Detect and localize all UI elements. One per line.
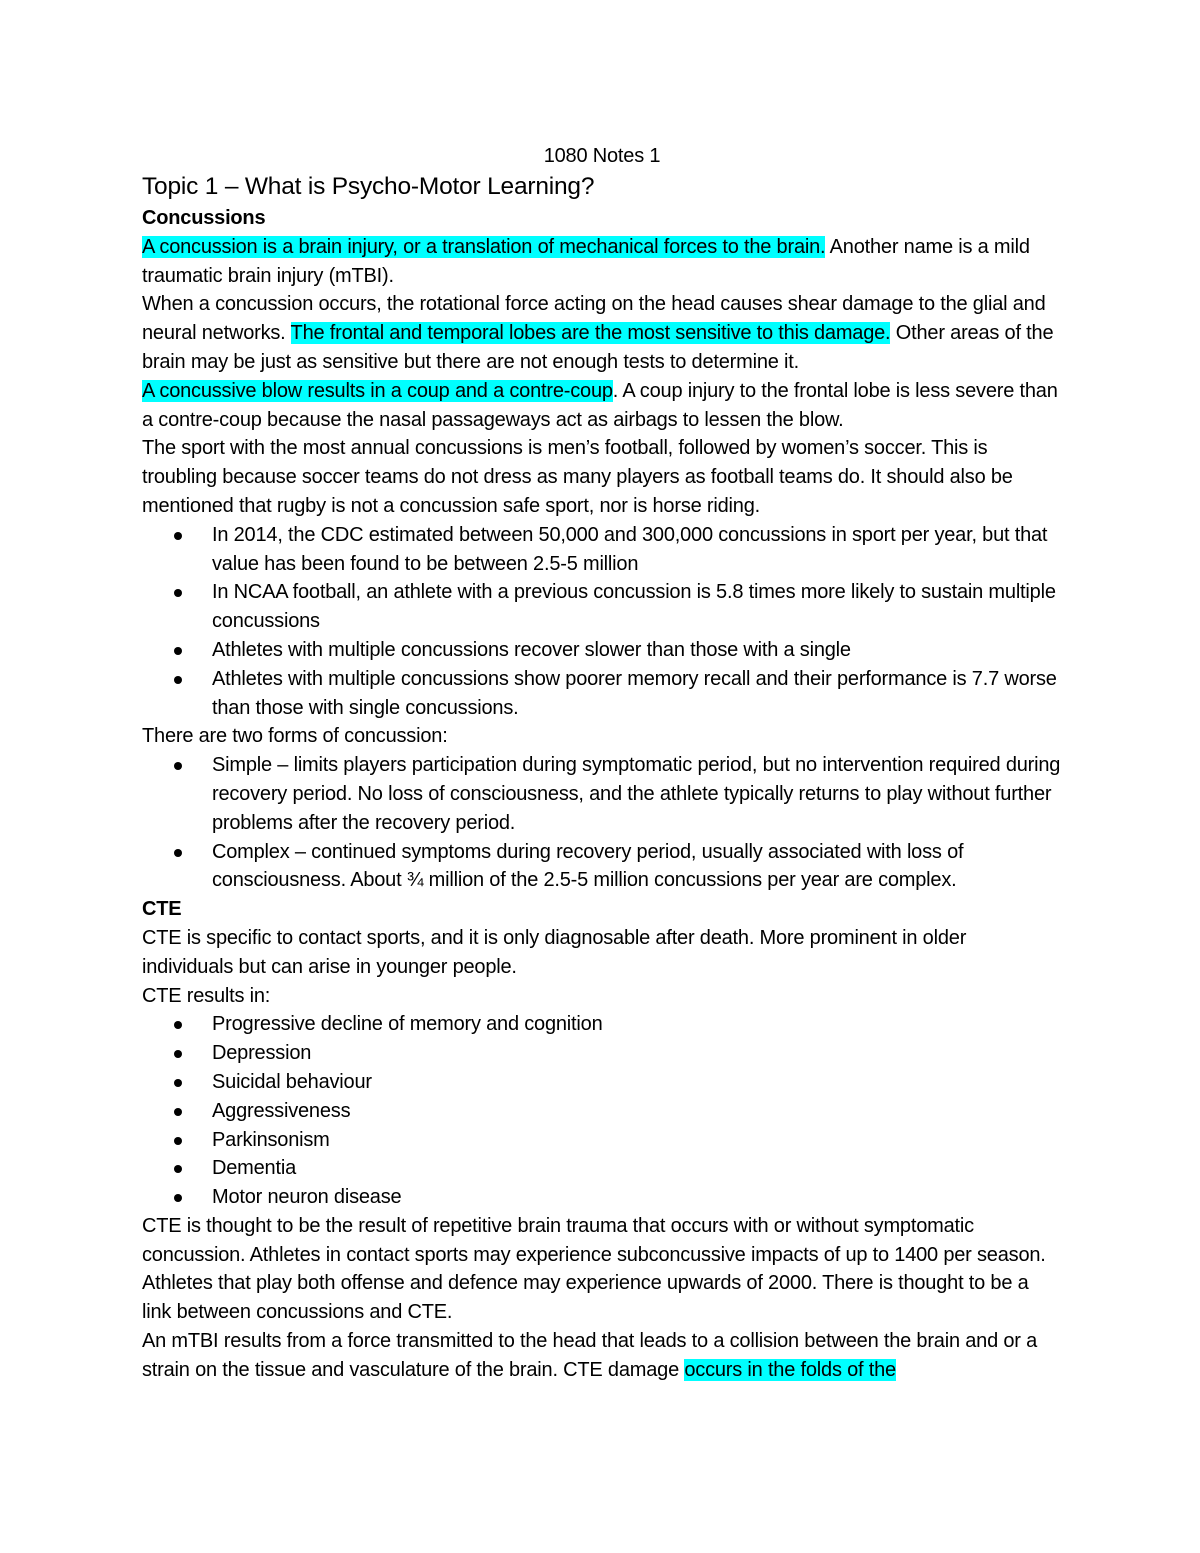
list-item-text: Suicidal behaviour bbox=[212, 1070, 372, 1093]
list-item bbox=[142, 751, 1062, 837]
paragraph-text: . A coup injury to the frontal lobe is less severe than a contre-coup because the nasal passageways act as airbags to lessen the blow. bbox=[142, 379, 1058, 431]
list-item bbox=[142, 1154, 1062, 1183]
concussions-paragraph-3 bbox=[142, 377, 1062, 435]
list-item-text: Parkinsonism bbox=[212, 1128, 330, 1151]
cte-paragraph-3 bbox=[142, 1327, 1062, 1385]
list-item-text: Depression bbox=[212, 1042, 312, 1065]
list-item bbox=[142, 1068, 1062, 1097]
list-item-text: Motor neuron disease bbox=[212, 1186, 402, 1209]
list-item bbox=[142, 636, 1062, 665]
cte-results-list bbox=[142, 1010, 1062, 1212]
list-item bbox=[142, 1010, 1062, 1039]
highlighted-text: A concussion is a brain injury, or a translation of mechanical forces to the brain. bbox=[142, 235, 826, 258]
list-item bbox=[142, 578, 1062, 636]
bullet-icon bbox=[174, 762, 182, 770]
list-item bbox=[142, 1126, 1062, 1155]
concussions-paragraph-2 bbox=[142, 290, 1062, 376]
list-item bbox=[142, 1183, 1062, 1212]
concussions-heading: Concussions bbox=[142, 207, 266, 229]
highlighted-text: A concussive blow results in a coup and a contre-coup bbox=[142, 379, 613, 402]
cte-paragraph-1: CTE is specific to contact sports, and it is only diagnosable after death. More prominent in older individuals but can arise in younger people. bbox=[142, 926, 967, 978]
bullet-icon bbox=[174, 1165, 182, 1173]
list-item bbox=[142, 665, 1062, 723]
paragraph-text: Another name is a mild traumatic brain injury (mTBI). bbox=[142, 235, 1030, 287]
cte-paragraph-2: CTE is thought to be the result of repetitive brain trauma that occurs with or without symptomatic concussion. Athletes in contact sports may experience subconcussive impacts of up to 1400 per season. Athletes that play both offense and defence may experience upwards of 2000. There is thought to be a link between concussions and CTE. bbox=[142, 1214, 1046, 1324]
bullet-icon bbox=[174, 1137, 182, 1145]
bullet-icon bbox=[174, 1079, 182, 1087]
paragraph-text: An mTBI results from a force transmitted to the head that leads to a collision between the brain and or a strain on the tissue and vasculature of the brain. CTE damage bbox=[142, 1330, 1038, 1381]
paragraph-text: Other areas of the brain may be just as sensitive but there are not enough tests to determine it. bbox=[142, 322, 1054, 373]
bullet-icon bbox=[174, 1050, 182, 1058]
cte-heading: CTE bbox=[142, 898, 182, 921]
concussion-forms-list bbox=[142, 751, 1062, 895]
document-page bbox=[142, 142, 1062, 1385]
cte-results-intro: CTE results in: bbox=[142, 984, 271, 1007]
paragraph-text: When a concussion occurs, the rotational force acting on the head causes shear damage to the glial and neural networks. bbox=[142, 293, 1046, 345]
bullet-icon bbox=[174, 676, 182, 684]
bullet-icon bbox=[174, 849, 182, 857]
document-title: 1080 Notes 1 bbox=[543, 145, 661, 167]
bullet-icon bbox=[174, 532, 182, 540]
bullet-icon bbox=[174, 1108, 182, 1116]
list-item bbox=[142, 1039, 1062, 1068]
concussion-forms-intro: There are two forms of concussion: bbox=[142, 725, 448, 748]
topic-heading: Topic 1 – What is Psycho-Motor Learning? bbox=[142, 173, 595, 200]
bullet-icon bbox=[174, 1021, 182, 1029]
list-item-text: Athletes with multiple concussions show poorer memory recall and their performance is 7.7 worse than those with single concussions. bbox=[212, 667, 1057, 719]
concussion-stats-list bbox=[142, 521, 1062, 723]
bullet-icon bbox=[174, 1194, 182, 1202]
concussions-paragraph-1 bbox=[142, 233, 1062, 291]
bullet-icon bbox=[174, 589, 182, 597]
list-item bbox=[142, 521, 1062, 579]
list-item bbox=[142, 838, 1062, 896]
list-item-text: Athletes with multiple concussions recover slower than those with a single bbox=[212, 638, 851, 661]
concussions-paragraph-4: The sport with the most annual concussions is men’s football, followed by women’s soccer. This is troubling because soccer teams do not dress as many players as football teams do. It should also be mentioned that rugby is not a concussion safe sport, nor is horse riding. bbox=[142, 437, 1013, 517]
highlighted-text: occurs in the folds of the bbox=[684, 1358, 896, 1381]
list-item-text: Complex – continued symptoms during recovery period, usually associated with loss of consciousness. About ¾ million of the 2.5-5 million concussions per year are complex. bbox=[212, 840, 964, 892]
list-item-text: Simple – limits players participation during symptomatic period, but no intervention required during recovery period. No loss of consciousness, and the athlete typically returns to play without further problems after the recovery period. bbox=[212, 754, 1061, 834]
list-item-text: Progressive decline of memory and cognition bbox=[212, 1013, 603, 1036]
list-item bbox=[142, 1097, 1062, 1126]
bullet-icon bbox=[174, 647, 182, 655]
list-item-text: In NCAA football, an athlete with a previous concussion is 5.8 times more likely to sustain multiple concussions bbox=[212, 581, 1056, 633]
list-item-text: Dementia bbox=[212, 1157, 296, 1180]
highlighted-text: The frontal and temporal lobes are the most sensitive to this damage. bbox=[290, 322, 891, 345]
list-item-text: In 2014, the CDC estimated between 50,000 and 300,000 concussions in sport per year, but that value has been found to be between 2.5-5 million bbox=[212, 523, 1048, 575]
list-item-text: Aggressiveness bbox=[212, 1099, 351, 1122]
